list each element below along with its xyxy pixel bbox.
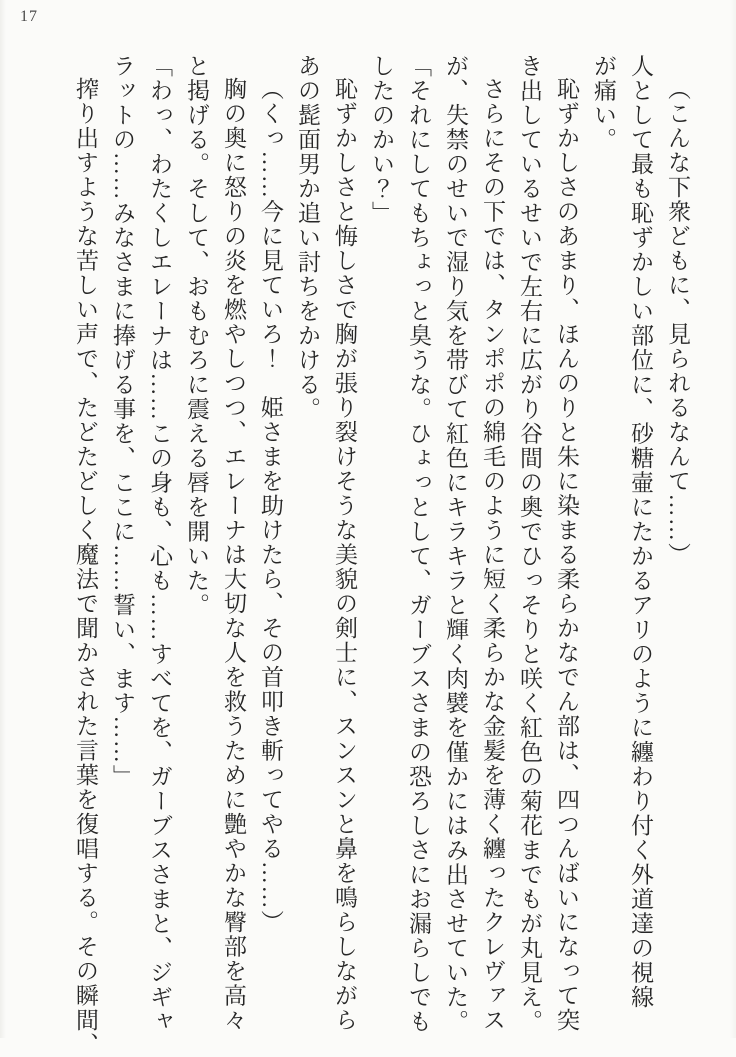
page-number: 17	[20, 8, 38, 25]
body-text-block	[67, 54, 696, 1057]
text-column: 人として最も恥ずかしい部位に、砂糖壷にたかるアリのように纏わり付く外道達の視線	[628, 54, 653, 1010]
text-column: （くっ……今に見ていろ！ 姫さまを助けたら、その首叩き斬ってやる……）	[258, 77, 283, 935]
text-column: 「わっ、わたくしエレーナは……この身も、心も……すべてを、ガーブスさまと、ジギャ	[147, 54, 172, 1034]
text-column: 恥ずかしさのあまり、ほんのりと朱に染まる柔らかなでん部は、四つんばいになって突	[554, 77, 579, 1033]
text-column: したのかい？」	[369, 54, 394, 226]
text-column: が、失禁のせいで湿り気を帯びて紅色にキラキラと輝く肉襞を僅かにはみ出させていた。	[443, 54, 468, 1034]
text-column: 「それにしてもちょっと臭うな。ひょっとして、ガーブスさまの恐ろしさにお漏らしでも	[406, 54, 431, 1034]
text-column: と掲げる。そして、おもむろに震える唇を開いた。	[184, 54, 209, 618]
text-column: 胸の奥に怒りの炎を燃やしつつ、エレーナは大切な人を救うために艶やかな臀部を高々	[221, 77, 246, 1033]
text-column: 搾り出すような苦しい声で、たどたどしく魔法で聞かされた言葉を復唱する。その瞬間、	[73, 77, 98, 1057]
text-column: さらにその下では、タンポポの綿毛のように短く柔らかな金髪を薄く纏ったクレヴァス	[480, 77, 505, 1033]
text-column: 恥ずかしさと悔しさで胸が張り裂けそうな美貌の剣士に、スンスンと鼻を鳴らしながら	[332, 77, 357, 1033]
text-column: （こんな下衆どもに、見られるなんて……）	[665, 77, 690, 567]
text-column: が痛い。	[591, 54, 616, 152]
text-column: ラットの……みなさまに捧げる事を、ここに……誓い、ます……」	[110, 54, 135, 789]
text-column: き出しているせいで左右に広がり谷間の奥でひっそりと咲く紅色の菊花までもが丸見え。	[517, 54, 542, 1034]
text-column: あの髭面男か追い討ちをかける。	[295, 54, 320, 422]
